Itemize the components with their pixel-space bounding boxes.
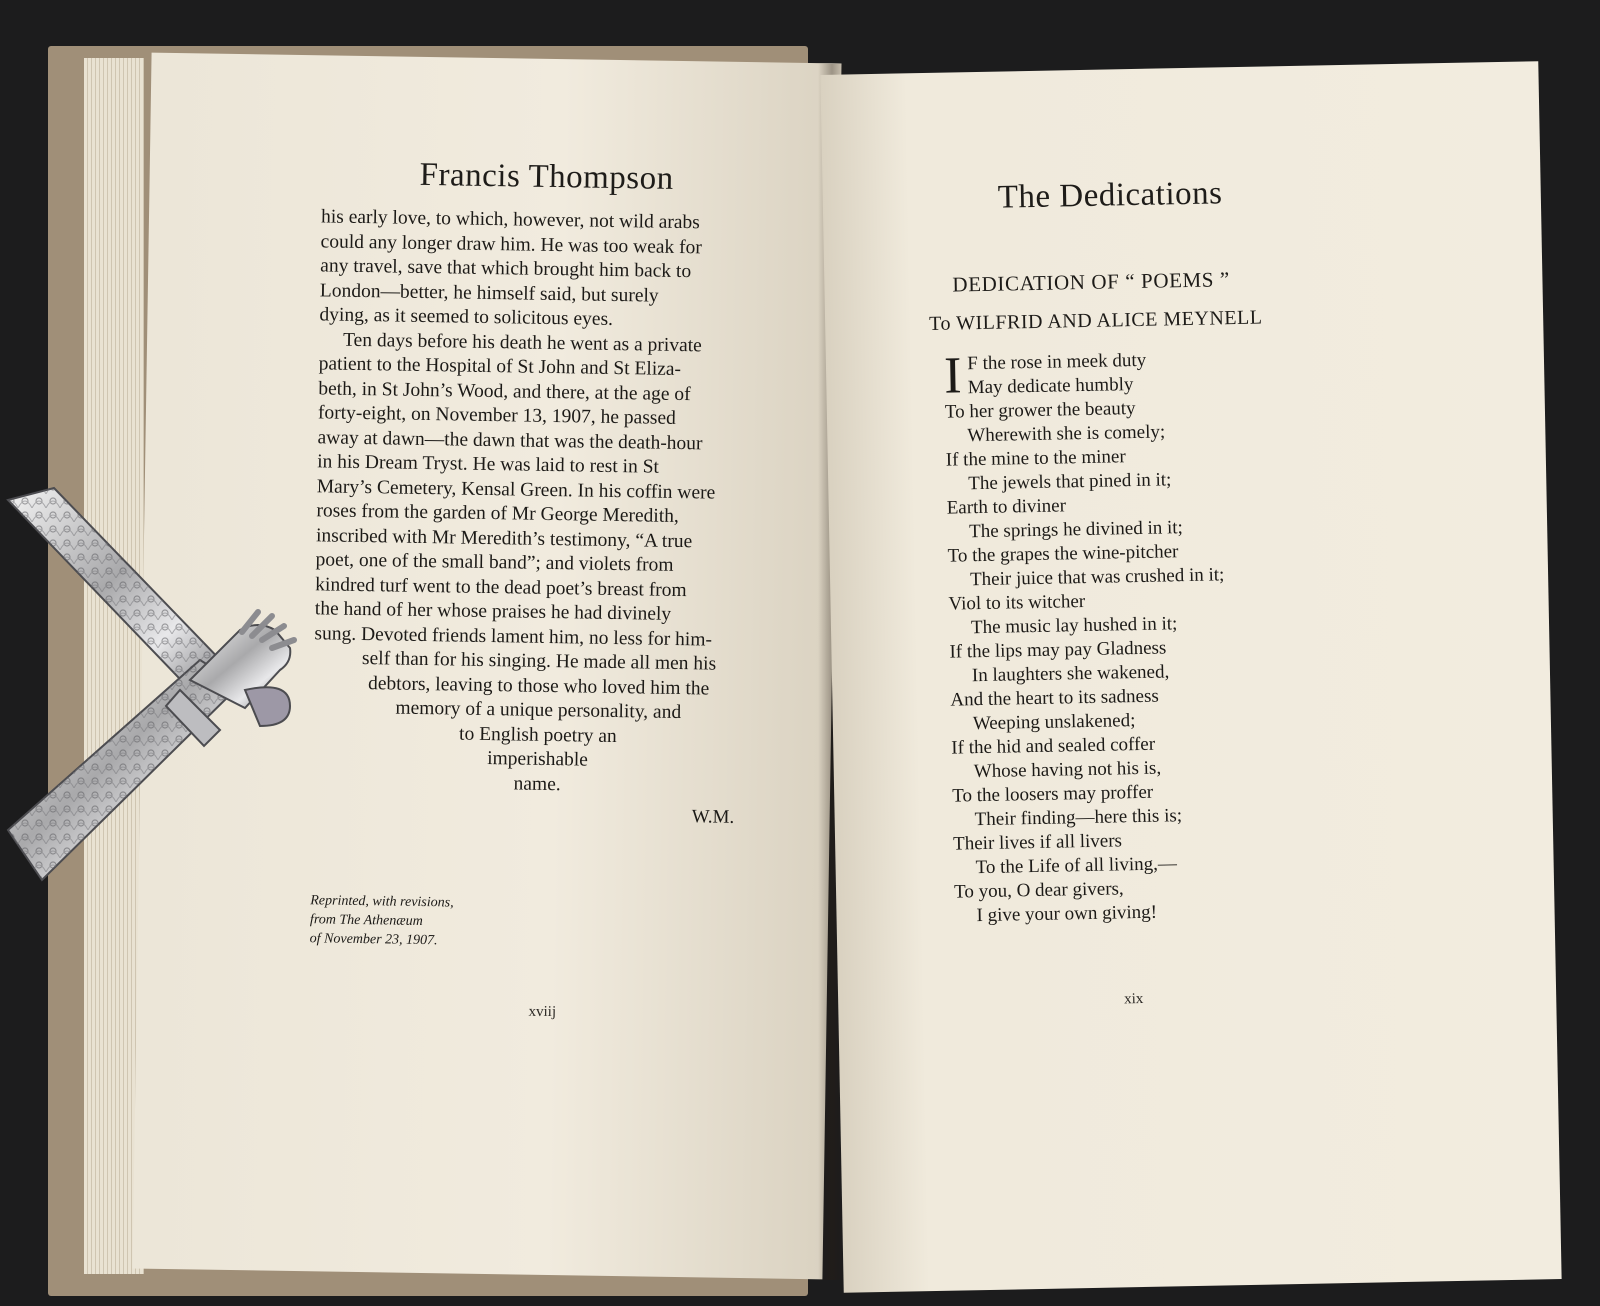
text-line: in his Dream Tryst. He was laid to rest in St <box>317 451 660 478</box>
text-line: roses from the garden of Mr George Meredith, <box>316 500 679 527</box>
dedication-title: DEDICATION OF “ POEMS ” <box>952 267 1231 297</box>
poem-line: I give your own giving! <box>976 901 1158 927</box>
right-page <box>820 61 1561 1293</box>
text-line: poet, one of the small band”; and violets from <box>315 549 674 576</box>
text-line: imperishable <box>487 748 589 771</box>
text-line: his early love, to which, however, not wild arabs <box>320 206 700 234</box>
poem-line: To the loosers may proffer <box>952 781 1154 807</box>
left-page-number: xviij <box>528 1003 557 1021</box>
text-line: inscribed with Mr Meredith’s testimony, “A true <box>315 524 693 552</box>
text-line: any travel, save that which brought him back to <box>320 255 692 283</box>
text-line: dying, as it seemed to solicitous eyes. <box>319 304 614 330</box>
poem-line: Wherewith she is comely; <box>967 421 1166 447</box>
poem-line: In laughters she wakened, <box>971 661 1170 687</box>
right-page-number: xix <box>1124 990 1144 1008</box>
poem-line: F the rose in meek duty <box>967 349 1147 375</box>
text-line: Ten days before his death he went as a private <box>342 329 702 356</box>
poem-line: Whose having not his is, <box>973 757 1162 783</box>
reprint-line: from The Athenæum <box>309 912 423 930</box>
poem-line: And the heart to its sadness <box>950 685 1160 711</box>
text-line: memory of a unique personality, and <box>395 697 682 724</box>
reprint-note <box>310 891 531 951</box>
poem-line: Their lives if all livers <box>952 830 1123 855</box>
text-line: beth, in St John’s Wood, and there, at the age of <box>318 377 691 405</box>
poem-line: To the Life of all living,— <box>975 853 1178 879</box>
poem-line: The springs he divined in it; <box>968 517 1184 543</box>
text-line: sung. Devoted friends lament him, no less for him- <box>314 622 713 651</box>
text-line: kindred turf went to the dead poet’s breast from <box>315 573 687 601</box>
poem-line: Weeping unslakened; <box>972 710 1136 735</box>
dedication-poem <box>944 346 1315 929</box>
poem-line: To the grapes the wine-pitcher <box>947 541 1179 567</box>
text-line: self than for his singing. He made all men his <box>361 648 717 675</box>
text-line: to English poetry an <box>458 723 617 747</box>
text-line: debtors, leaving to those who loved him the <box>367 672 710 699</box>
text-line: patient to the Hospital of St John and St Eliza- <box>318 353 682 381</box>
poem-line: The music lay hushed in it; <box>970 613 1178 639</box>
text-line: could any longer draw him. He was too weak for <box>320 230 703 258</box>
reprint-line: of November 23, 1907. <box>309 931 438 949</box>
dedication-recipients: To WILFRID AND ALICE MEYNELL <box>928 306 1263 335</box>
left-running-head: Francis Thompson <box>419 156 674 197</box>
poem-line: If the mine to the miner <box>945 446 1126 471</box>
poem-line: If the lips may pay Gladness <box>949 637 1167 663</box>
text-line: London—better, he himself said, but surely <box>319 279 659 307</box>
poem-line: The jewels that pined in it; <box>968 469 1172 495</box>
text-line: the hand of her whose praises he had divinely <box>314 598 672 625</box>
reprint-line: Reprinted, with revisions, <box>310 893 454 911</box>
text-line: forty-eight, on November 13, 1907, he passed <box>317 402 677 429</box>
silver-page-clip <box>0 480 330 900</box>
poem-line: To her grower the beauty <box>944 398 1136 423</box>
drop-cap: I <box>943 347 963 405</box>
poem-line: May dedicate humbly <box>967 374 1134 399</box>
poem-line: To you, O dear givers, <box>953 878 1124 903</box>
poem-line: Earth to diviner <box>946 495 1067 519</box>
poem-line: If the hid and sealed coffer <box>951 733 1156 759</box>
clip-lower-arm <box>8 660 240 880</box>
poem-line: Their finding—here this is; <box>974 805 1183 831</box>
memoir-text <box>312 205 771 800</box>
text-line: away at dawn—the dawn that was the death-hour <box>317 426 703 454</box>
text-line: name. <box>513 772 561 795</box>
signature-initials: W.M. <box>691 806 735 828</box>
right-running-head: The Dedications <box>997 175 1223 216</box>
poem-line: Their juice that was crushed in it; <box>969 564 1225 591</box>
text-line: Mary’s Cemetery, Kensal Green. In his coffin were <box>316 475 716 504</box>
poem-line: Viol to its witcher <box>948 591 1086 615</box>
